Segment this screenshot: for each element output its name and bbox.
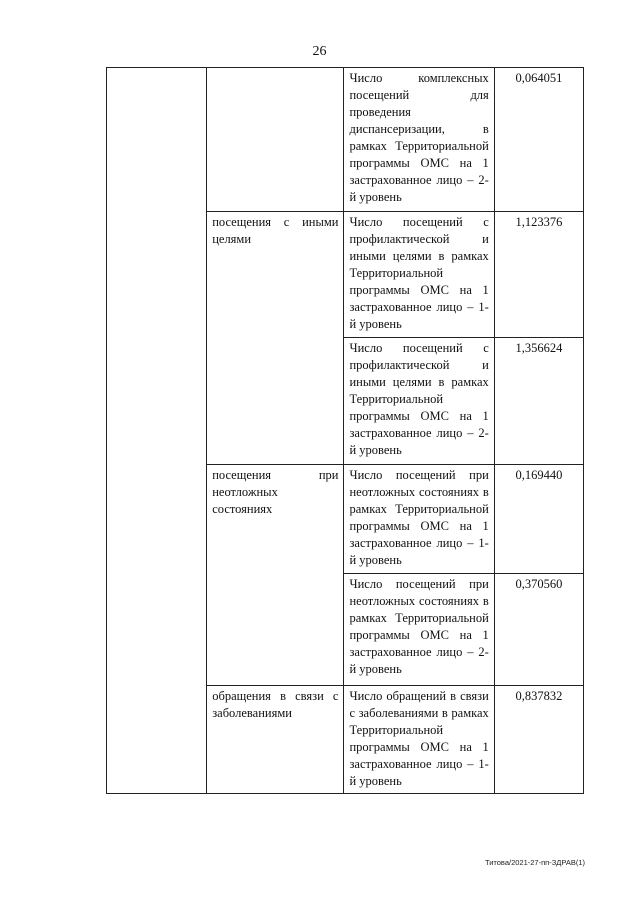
indicator-cell: Число посещений при неотложных состояниях в рамках Территориальной программы ОМС на 1 застрахованное лицо – 1-й уровень <box>344 465 494 574</box>
document-footer-code: Титова/2021-27-пп-ЗДРАВ(1) <box>484 858 585 867</box>
category-cell <box>207 68 344 212</box>
page-number: 26 <box>312 44 327 59</box>
value-cell: 0,370560 <box>494 574 583 686</box>
category-cell: посещения с иными целями <box>207 212 344 465</box>
indicator-cell: Число обращений в связи с заболеваниями в рамках Территориальной программы ОМС на 1 застрахованное лицо – 1-й уровень <box>344 686 494 794</box>
indicator-cell: Число комплексных посещений для проведения диспансеризации, в рамках Территориальной программы ОМС на 1 застрахованное лицо – 2-й уровень <box>344 68 494 212</box>
value-cell: 0,837832 <box>494 686 583 794</box>
value-cell: 1,356624 <box>494 338 583 465</box>
indicator-cell: Число посещений с профилактической и иными целями в рамках Территориальной программы ОМС на 1 застрахованное лицо – 2-й уровень <box>344 338 494 465</box>
category-cell: посещения при неотложных состояниях <box>207 465 344 686</box>
value-cell: 0,064051 <box>494 68 583 212</box>
indicator-cell: Число посещений при неотложных состояниях в рамках Территориальной программы ОМС на 1 застрахованное лицо – 2-й уровень <box>344 574 494 686</box>
empty-first-column-cell <box>107 68 207 794</box>
indicators-table <box>106 67 584 794</box>
table-row <box>107 68 584 212</box>
value-cell: 0,169440 <box>494 465 583 574</box>
indicator-cell: Число посещений с профилактической и иными целями в рамках Территориальной программы ОМС на 1 застрахованное лицо – 1-й уровень <box>344 212 494 338</box>
value-cell: 1,123376 <box>494 212 583 338</box>
category-cell: обращения в связи с заболеваниями <box>207 686 344 794</box>
